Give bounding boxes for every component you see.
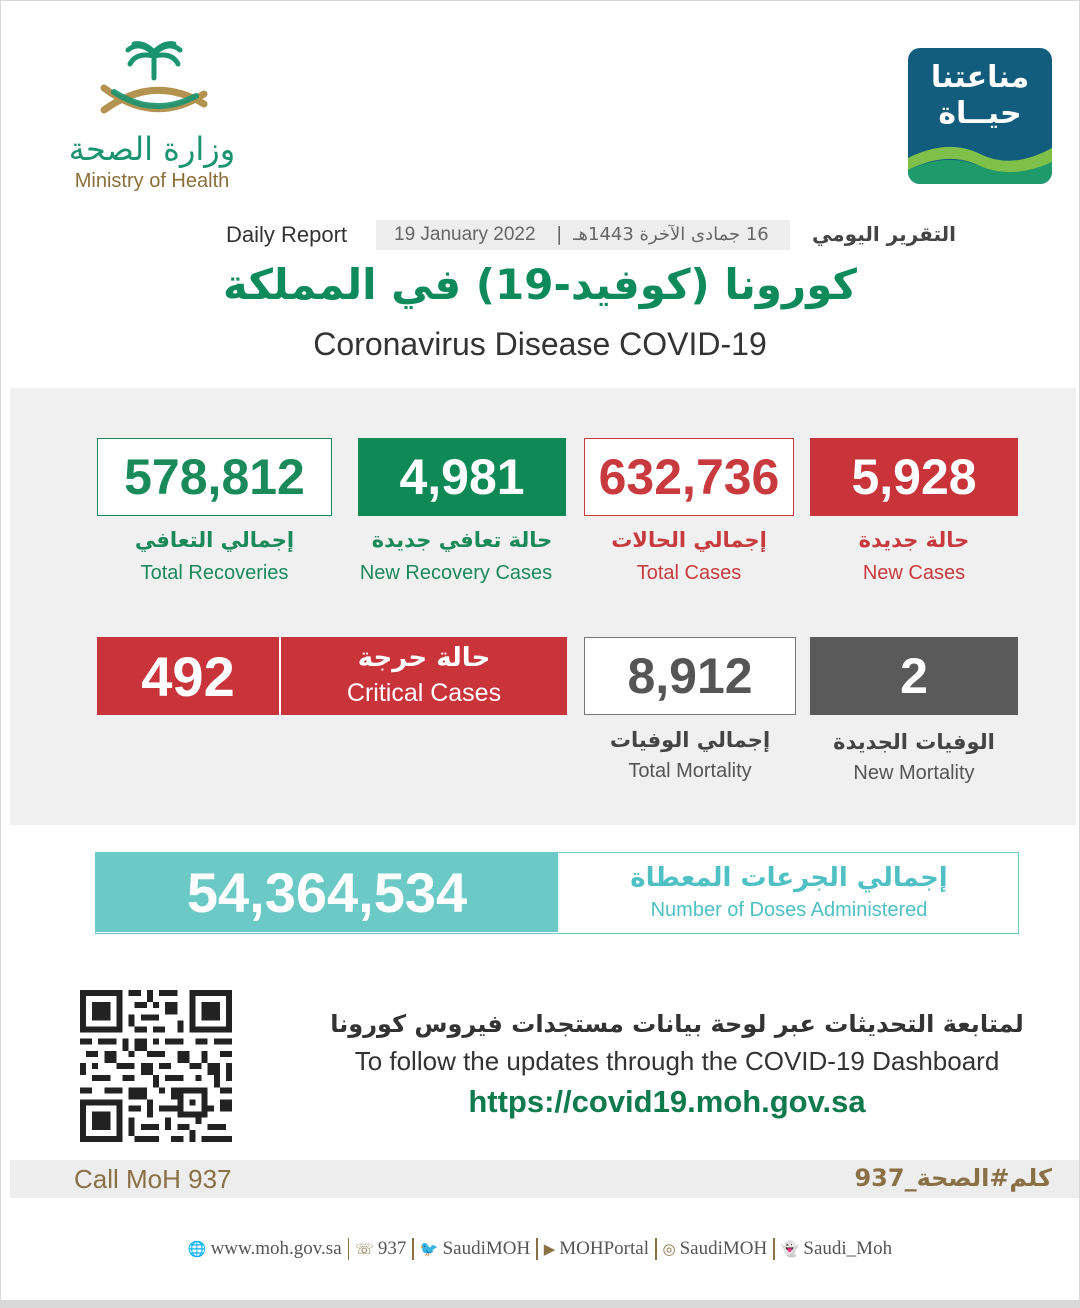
critical-cases-box (97, 637, 567, 715)
campaign-logo (908, 48, 1052, 184)
report-date-row (0, 220, 1080, 250)
doses-value: 54,364,534 (96, 853, 558, 932)
new-mortality-label-ar: الوفيات الجديدة (833, 730, 995, 754)
ministry-name-ar: وزارة الصحة (68, 130, 236, 168)
campaign-line-1: مناعتنا (930, 60, 1030, 95)
footer-twitter-text: SaudiMOH (442, 1238, 531, 1259)
footer-item-phone[interactable] (349, 1238, 412, 1260)
phone-icon: ☏ (355, 1240, 374, 1258)
total-recoveries-label-en: Total Recoveries (140, 562, 289, 584)
total-cases-value: 632,736 (584, 438, 794, 516)
instagram-icon: ◎ (662, 1240, 676, 1258)
date-separator: | (556, 223, 563, 245)
call-moh-en: Call MoH 937 (74, 1164, 232, 1194)
total-recoveries-value: 578,812 (97, 438, 332, 516)
new-cases-label-en: New Cases (862, 562, 966, 584)
call-moh-hashtag-ar: كلم#الصحة_937 (854, 1164, 1052, 1192)
new-cases-value: 5,928 (810, 438, 1018, 516)
follow-text-ar: لمتابعة التحديثات عبر لوحة بيانات مستجدات فيروس كورونا (330, 1010, 1024, 1038)
critical-cases-label-ar: حالة حرجة (357, 643, 491, 673)
footer-youtube-text: MOHPortal (559, 1238, 649, 1259)
new-mortality-label-en: New Mortality (853, 762, 975, 784)
total-mortality-label-ar: إجمالي الوفيات (609, 728, 771, 752)
date-hijri: 16 جمادى الآخرة 1443هـ (573, 224, 769, 245)
total-recoveries-label-ar: إجمالي التعافي (134, 528, 295, 552)
page-title-ar: كورونا (كوفيد-19) في المملكة (223, 260, 857, 309)
qr-code[interactable] (80, 990, 232, 1142)
total-cases-label-en: Total Cases (636, 562, 742, 584)
follow-text-en: To follow the updates through the COVID-19 Dashboard (354, 1046, 1000, 1076)
page-title-en: Coronavirus Disease COVID-19 (313, 326, 767, 362)
doses-banner (95, 852, 1019, 934)
footer-instagram-text: SaudiMOH (679, 1238, 768, 1259)
footer-phone-text: 937 (377, 1238, 407, 1259)
palm-swords-emblem-icon (84, 38, 224, 128)
footer-item-youtube[interactable] (538, 1238, 655, 1260)
snapchat-icon: 👻 (780, 1240, 800, 1258)
date-box (376, 220, 790, 250)
new-mortality-value: 2 (810, 637, 1018, 715)
ministry-name-en: Ministry of Health (74, 170, 230, 192)
footer-item-twitter[interactable] (414, 1238, 536, 1260)
moh-logo (62, 38, 262, 198)
critical-cases-label-en: Critical Cases (346, 679, 502, 707)
footer-item-instagram[interactable] (657, 1238, 774, 1260)
doses-label-ar: إجمالي الجرعات المعطاة (630, 863, 948, 893)
campaign-wave-icon (908, 140, 1052, 184)
doses-label-en: Number of Doses Administered (650, 899, 928, 921)
social-footer (0, 1234, 1080, 1264)
new-recoveries-label-ar: حالة تعافي جديدة (371, 528, 553, 552)
total-mortality-value: 8,912 (584, 637, 796, 715)
bottom-edge-bar (0, 1300, 1080, 1308)
new-recoveries-label-en: New Recovery Cases (359, 562, 553, 584)
total-cases-label-ar: إجمالي الحالات (611, 528, 767, 552)
new-cases-label-ar: حالة جديدة (858, 528, 970, 552)
campaign-line-2: حيــاة (938, 96, 1022, 131)
critical-cases-value: 492 (141, 644, 235, 708)
footer-item-snapchat[interactable] (775, 1238, 898, 1260)
new-recoveries-value: 4,981 (358, 438, 566, 516)
globe-icon: 🌐 (187, 1240, 207, 1258)
daily-report-en: Daily Report (226, 222, 348, 247)
twitter-icon: 🐦 (419, 1240, 439, 1258)
total-mortality-label-en: Total Mortality (628, 760, 752, 782)
footer-website-text: www.moh.gov.sa (210, 1238, 342, 1259)
footer-item-website[interactable] (182, 1238, 348, 1260)
qr-code-icon (80, 990, 232, 1142)
call-bar (10, 1160, 1080, 1198)
daily-report-ar: التقرير اليومي (812, 222, 956, 246)
youtube-icon: ▶ (543, 1240, 556, 1258)
date-gregorian: 19 January 2022 (394, 224, 536, 245)
footer-snapchat-text: Saudi_Moh (803, 1238, 893, 1259)
dashboard-link[interactable]: https://covid19.moh.gov.sa (468, 1084, 866, 1119)
